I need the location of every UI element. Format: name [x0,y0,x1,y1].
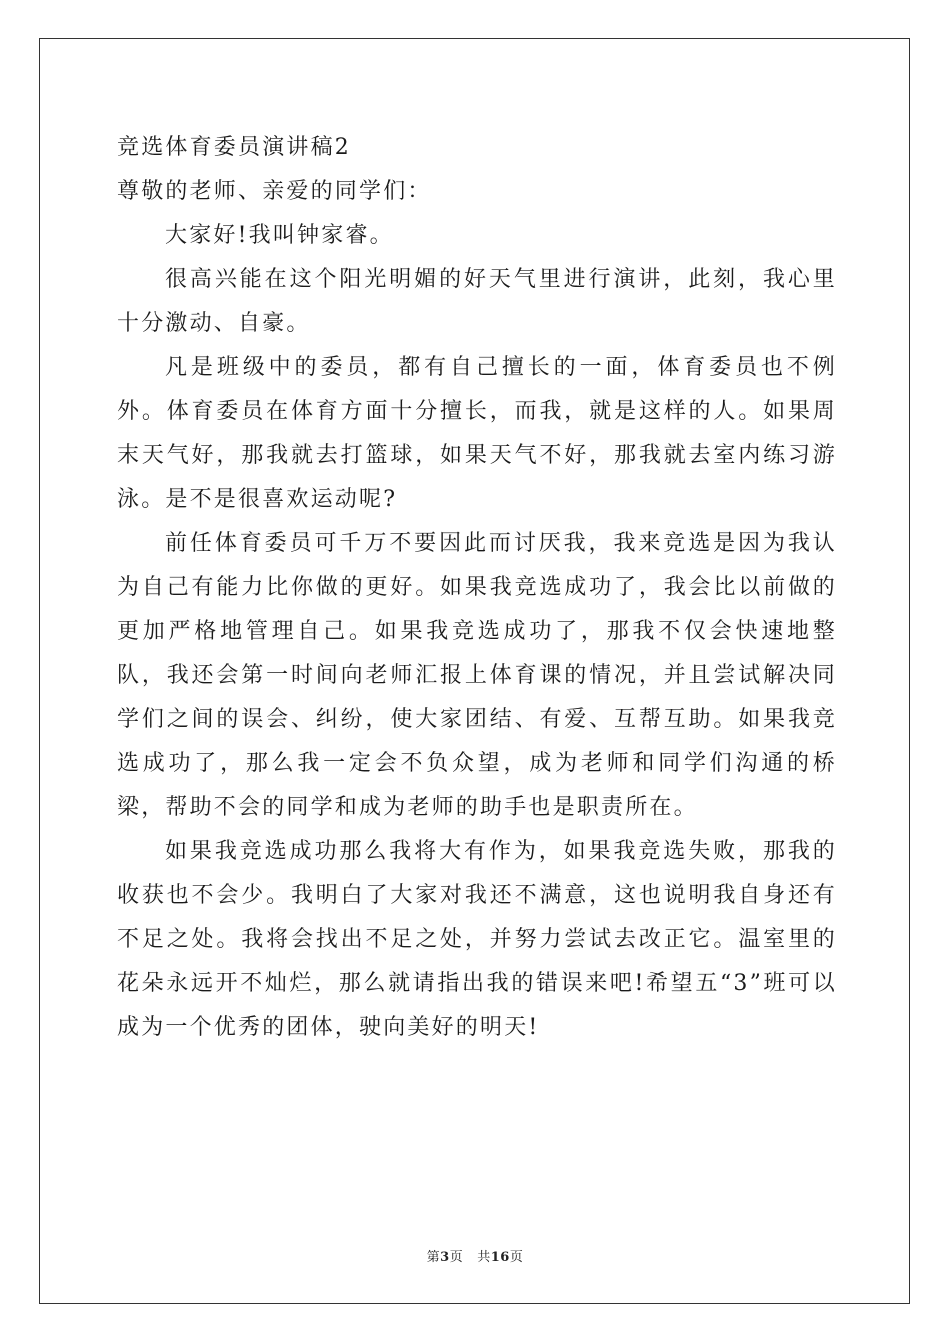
paragraph-2: 很高兴能在这个阳光明媚的好天气里进行演讲，此刻，我心里十分激动、自豪。 [117,267,837,336]
paragraph-1: 大家好!我叫钟家睿。 [165,223,394,248]
page-total-suffix: 页 [509,1250,524,1265]
page-footer [0,1246,950,1265]
document-body [117,126,837,1050]
page-number-prefix: 第 [426,1250,441,1265]
document-title: 竞选体育委员演讲稿2 [117,135,351,160]
paragraph-5: 如果我竞选成功那么我将大有作为，如果我竞选失败，那我的收获也不会少。我明白了大家对我还不满意，这也说明我自身还有不足之处。我将会找出不足之处，并努力尝试去改正它。温室里的花朵永远开不灿烂，那么就请指出我的错误来吧!希望五“3”班可以成为一个优秀的团体，驶向美好的明天! [117,839,837,1040]
paragraph-3: 凡是班级中的委员，都有自己擅长的一面，体育委员也不例外。体育委员在体育方面十分擅长，而我，就是这样的人。如果周末天气好，那我就去打篮球，如果天气不好，那我就去室内练习游泳。是不是很喜欢运动呢? [117,355,837,512]
page-number-current: 3 [440,1250,450,1265]
salutation: 尊敬的老师、亲爱的同学们： [117,179,432,204]
page-number-suffix: 页 [449,1250,464,1265]
page-total-count: 16 [490,1250,510,1265]
paragraph-4: 前任体育委员可千万不要因此而讨厌我，我来竞选是因为我认为自己有能力比你做的更好。如果我竞选成功了，我会比以前做的更加严格地管理自己。如果我竞选成功了，那我不仅会快速地整队，我还会第一时间向老师汇报上体育课的情况，并且尝试解决同学们之间的误会、纠纷，使大家团结、有爱、互帮互助。如果我竞选成功了，那么我一定会不负众望，成为老师和同学们沟通的桥梁，帮助不会的同学和成为老师的助手也是职责所在。 [117,531,837,820]
page-total-prefix: 共 [477,1250,491,1265]
